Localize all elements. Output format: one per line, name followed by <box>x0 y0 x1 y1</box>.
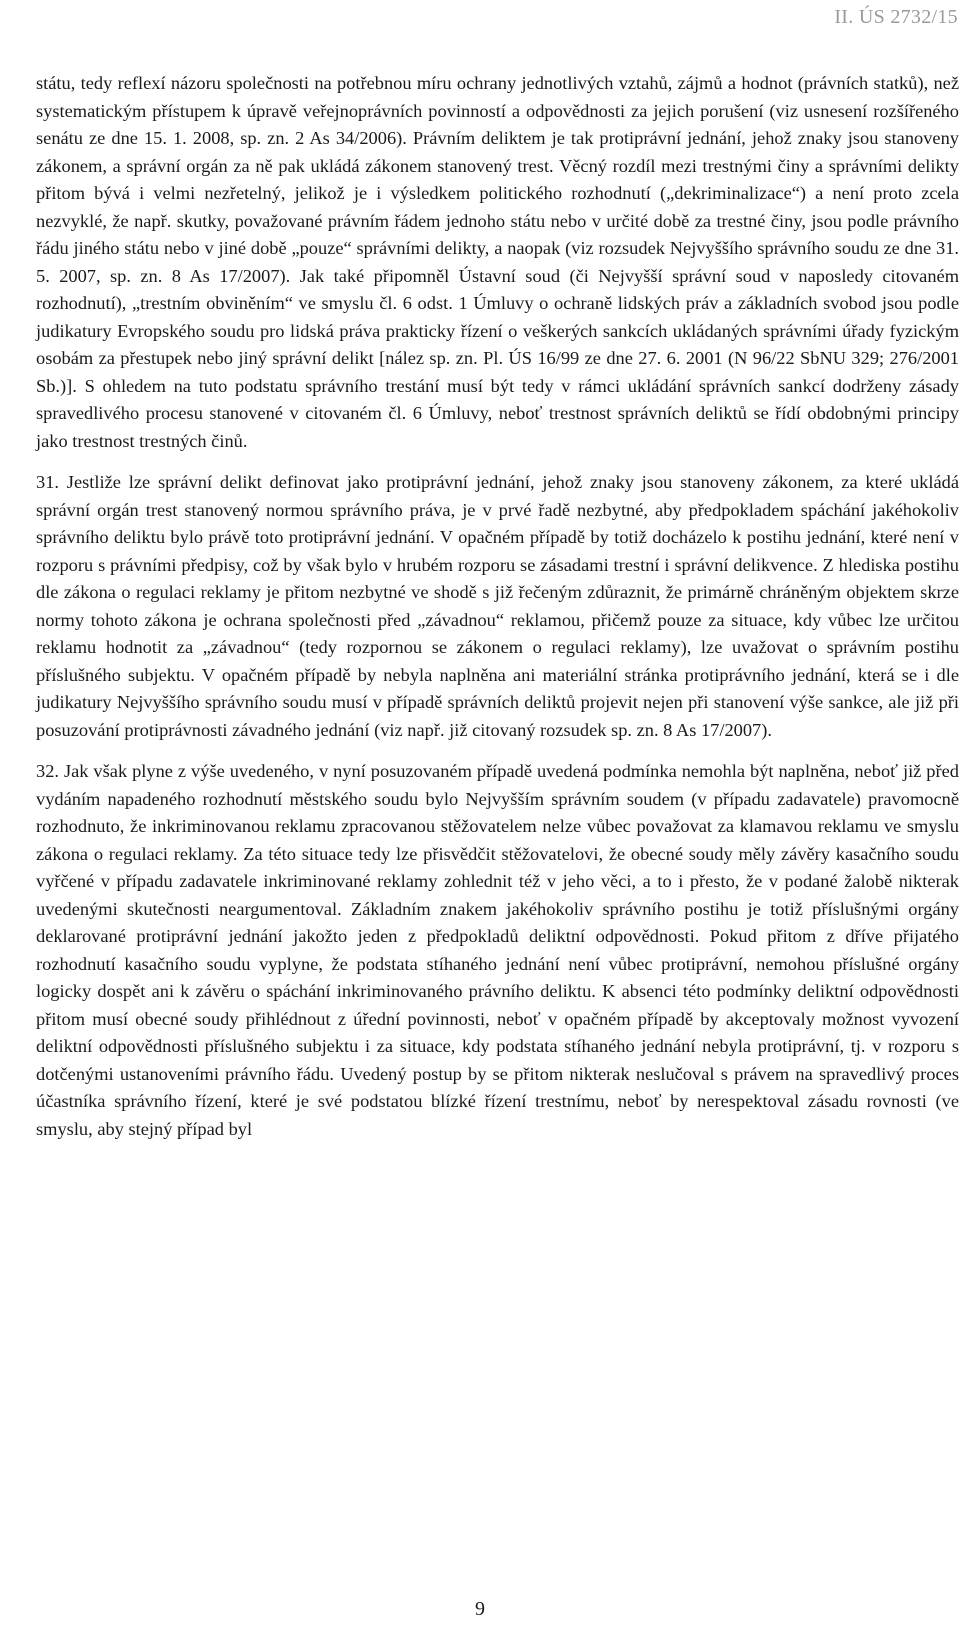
case-number-header: II. ÚS 2732/15 <box>834 6 958 28</box>
document-body <box>36 70 959 1143</box>
page-number: 9 <box>475 1598 485 1620</box>
paragraph-31: 31. Jestliže lze správní delikt definovat jako protiprávní jednání, jehož znaky jsou stanoveny zákonem, za které ukládá správní orgán trest stanovený normou správního práva, je v prvé řadě nezbytné, aby předpokladem spáchání jakéhokoliv správního deliktu bylo právě toto protiprávní jednání. V opačném případě by totiž docházelo k postihu jednání, které není v rozporu s právními předpisy, což by však bylo v hrubém rozporu se zásadami trestní i správní delikvence. Z hlediska postihu dle zákona o regulaci reklamy je přitom nezbytné ve shodě s již řečeným zdůraznit, že primárně chráněným objektem skrze normy tohoto zákona je ochrana společnosti před „závadnou“ reklamou, přičemž pouze za situace, kdy vůbec lze určitou reklamu hodnotit za „závadnou“ (tedy rozpornou se zákonem o regulaci reklamy), lze uvažovat o správním postihu příslušného subjektu. V opačném případě by nebyla naplněna ani materiální stránka protiprávního jednání, která se i dle judikatury Nejvyššího správního soudu musí v případě správních deliktů projevit nejen při stanovení výše sankce, ale již při posuzování protiprávnosti závadného jednání (viz např. již citovaný rozsudek sp. zn. 8 As 17/2007). <box>36 472 959 740</box>
paragraph-32: 32. Jak však plyne z výše uvedeného, v nyní posuzovaném případě uvedená podmínka nemohla být naplněna, neboť již před vydáním napadeného rozhodnutí městského soudu bylo Nejvyšším správním soudem (v případu zadavatele) pravomocně rozhodnuto, že inkriminovanou reklamu zpracovanou stěžovatelem nelze vůbec považovat za klamavou reklamu ve smyslu zákona o regulaci reklamy. Za této situace tedy lze přisvědčit stěžovatelovi, že obecné soudy měly závěry kasačního soudu vyřčené v případu zadavatele inkriminované reklamy zohlednit též v jeho věci, a to i přesto, že v podané žalobě nikterak uvedenými skutečnosti neargumentoval. Základním znakem jakéhokoliv správního postihu je totiž příslušnými orgány deklarované protiprávní jednání jakožto jeden z předpokladů deliktní odpovědnosti. Pokud přitom z dříve přijatého rozhodnutí kasačního soudu vyplyne, že podstata stíhaného jednání není vůbec protiprávní, nemohou příslušné orgány logicky dospět ani k závěru o spáchání inkriminovaného právního deliktu. K absenci této podmínky deliktní odpovědnosti přitom musí obecné soudy přihlédnout z úřední povinnosti, neboť v opačném případě by akceptovaly možnost vyvození deliktní odpovědnosti příslušného subjektu i za situace, kdy podstata stíhaného jednání nebyla protiprávní, tj. v rozporu s dotčenými ustanoveními právního řádu. Uvedený postup by se přitom nikterak neslučoval s právem na spravedlivý proces účastníka správního řízení, které je své podstatou blízké řízení trestnímu, neboť by nerespektoval zásadu rovnosti (ve smyslu, aby stejný případ byl <box>36 761 959 1139</box>
paragraph-continuation: státu, tedy reflexí názoru společnosti na potřebnou míru ochrany jednotlivých vztahů, zájmů a hodnot (právních statků), než systematickým přístupem k úpravě veřejnoprávních povinností a odpovědnosti za jejich porušení (viz usnesení rozšířeného senátu ze dne 15. 1. 2008, sp. zn. 2 As 34/2006). Právním deliktem je tak protiprávní jednání, jehož znaky jsou stanoveny zákonem, a správní orgán za ně pak ukládá zákonem stanovený trest. Věcný rozdíl mezi trestnými činy a správními delikty přitom bývá i velmi nezřetelný, jelikož je i výsledkem politického rozhodnutí („dekriminalizace“) a není proto zcela nezvyklé, že např. skutky, považované právním řádem jednoho státu nebo v určité době za trestné činy, jsou podle právního řádu jiného státu nebo v jiné době „pouze“ správními delikty, a naopak (viz rozsudek Nejvyššího správního soudu ze dne 31. 5. 2007, sp. zn. 8 As 17/2007). Jak také připomněl Ústavní soud (či Nejvyšší správní soud v naposledy citovaném rozhodnutí), „trestním obviněním“ ve smyslu čl. 6 odst. 1 Úmluvy o ochraně lidských práv a základních svobod jsou podle judikatury Evropského soudu pro lidská práva prakticky řízení o veškerých sankcích ukládaných správními úřady fyzickým osobám za přestupek nebo jiný správní delikt [nález sp. zn. Pl. ÚS 16/99 ze dne 27. 6. 2001 (N 96/22 SbNU 329; 276/2001 Sb.)]. S ohledem na tuto podstatu správního trestání musí být tedy v rámci ukládání správních sankcí dodrženy zásady spravedlivého procesu stanovené v citovaném čl. 6 Úmluvy, neboť trestnost správních deliktů se řídí obdobnými principy jako trestnost trestných činů. <box>36 73 959 451</box>
